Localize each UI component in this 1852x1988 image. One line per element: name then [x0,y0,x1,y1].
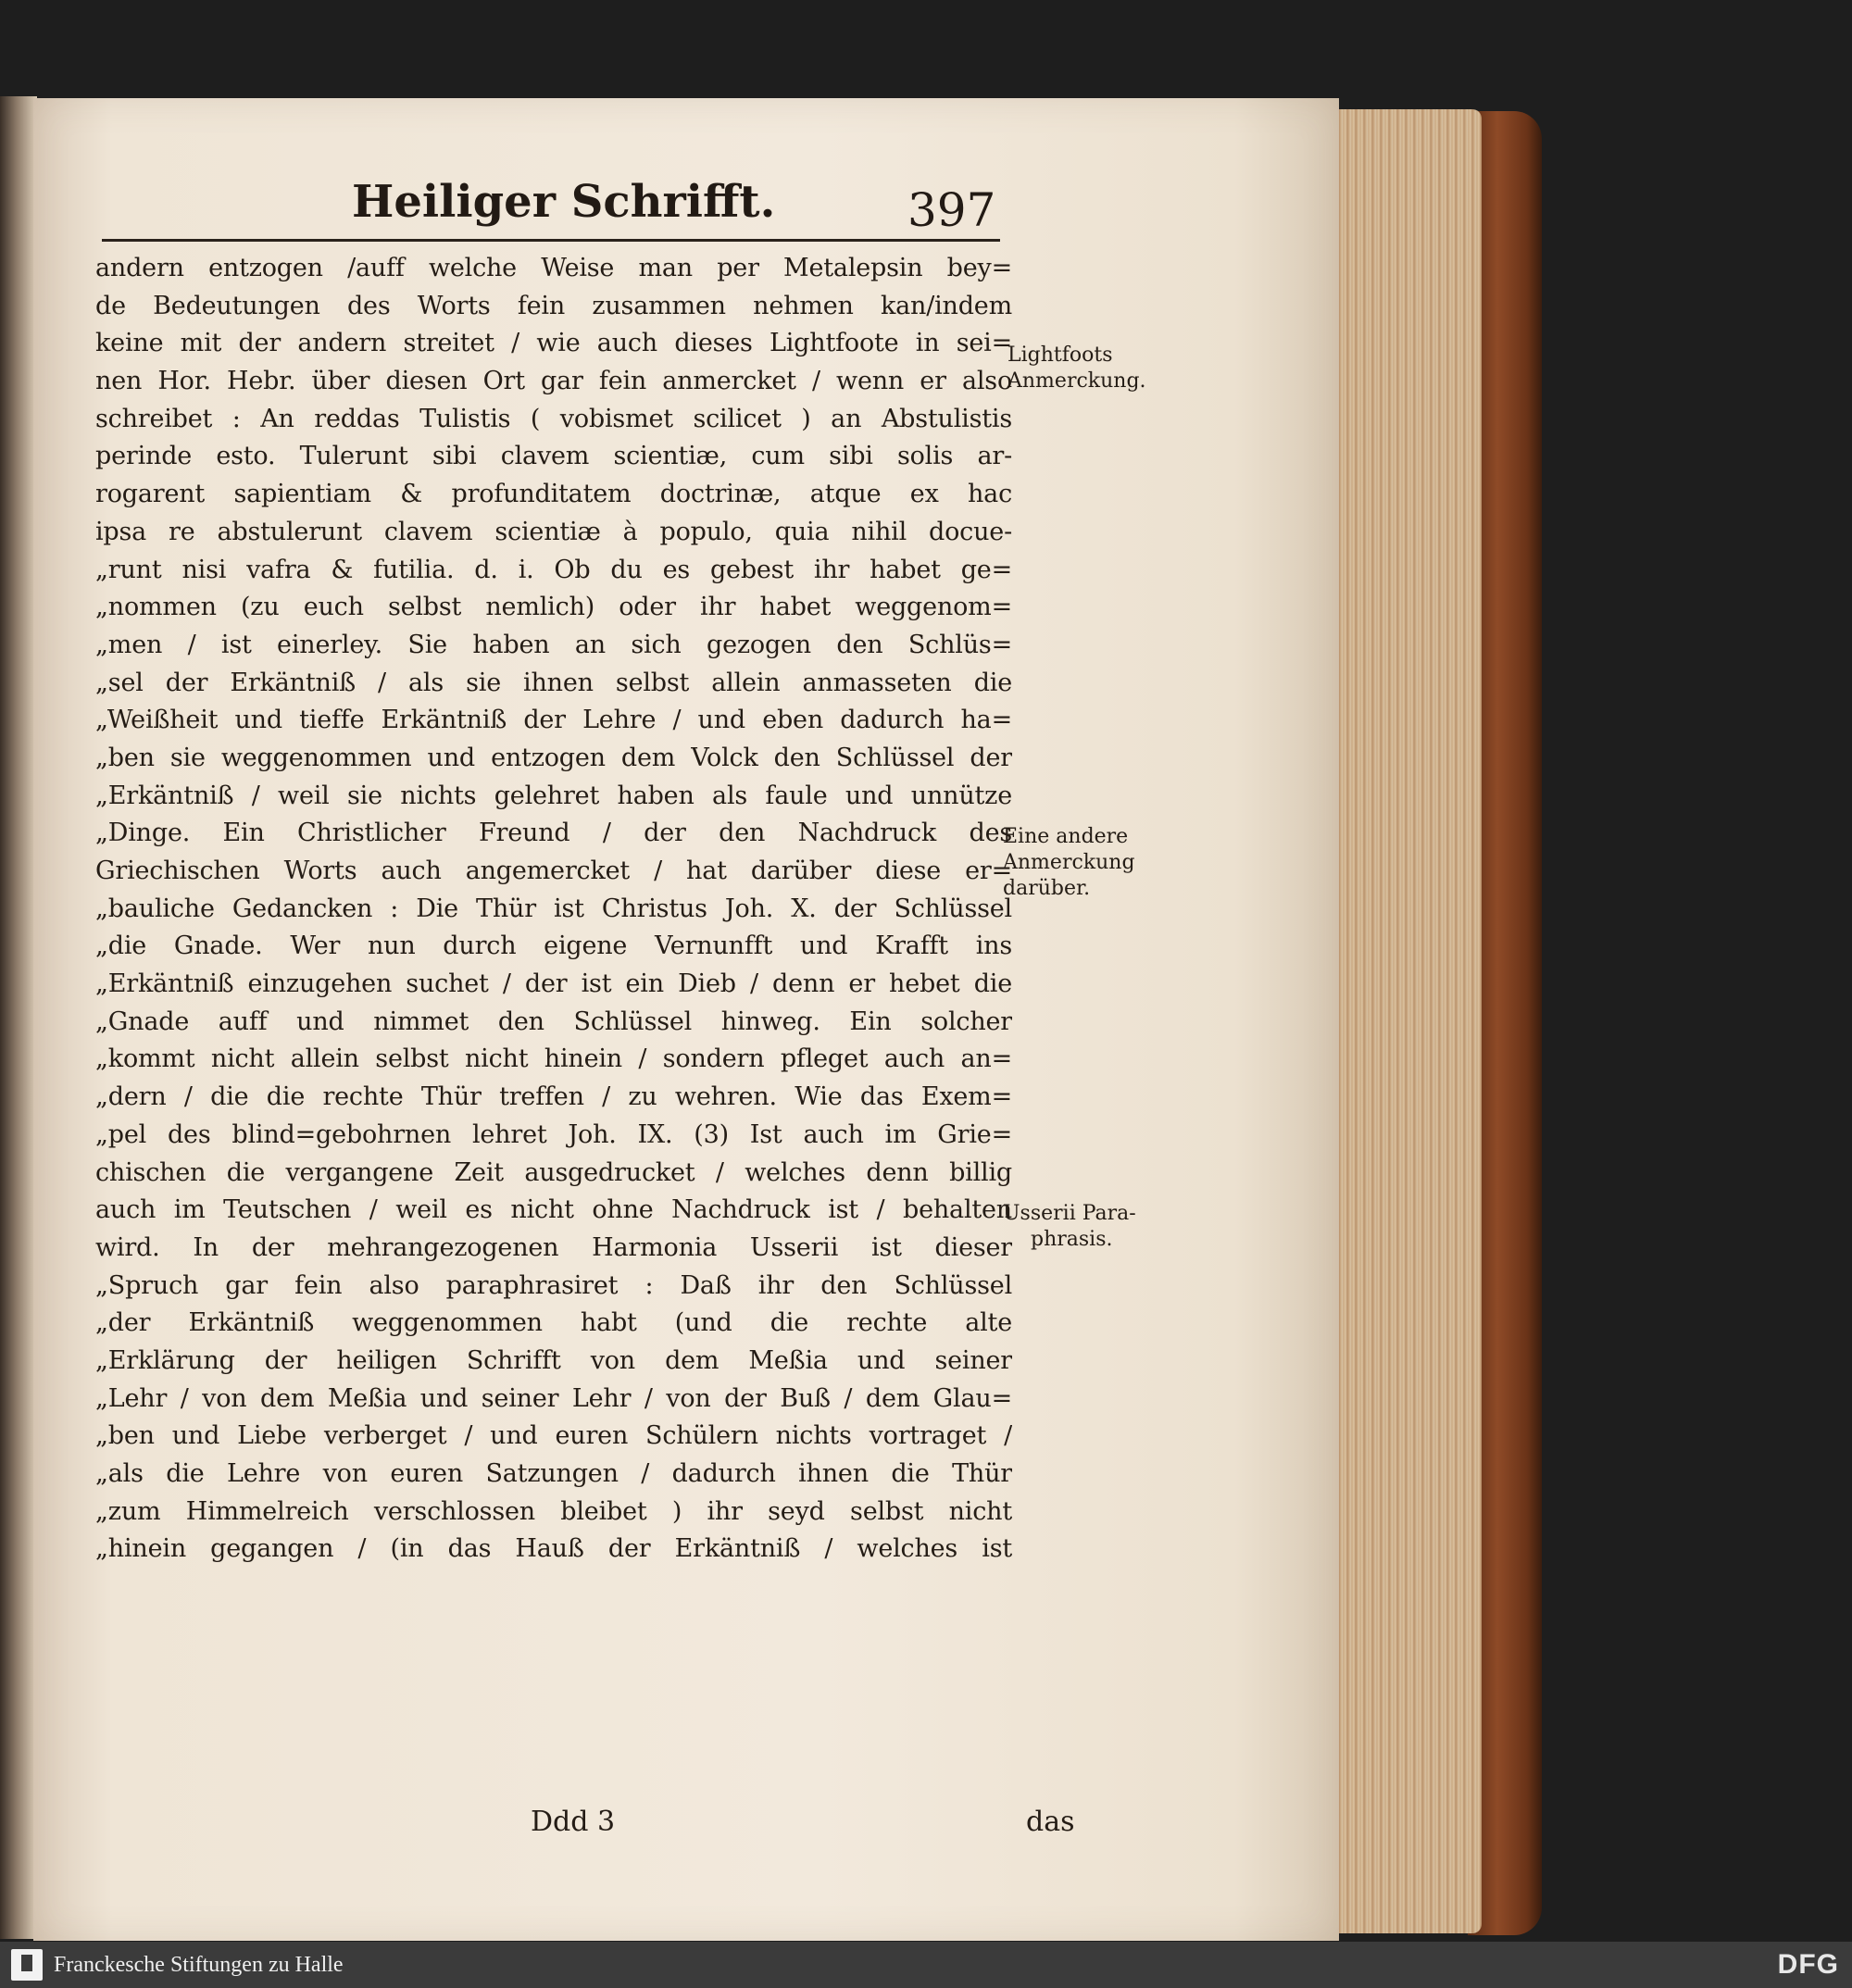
text-line: schreibet : An reddas Tulistis ( vobismet scilicet ) an Abstulistis [95,404,1012,433]
institution-name[interactable]: Franckesche Stiftungen zu Halle [54,1953,344,1977]
franckesche-stiftungen-logo-icon[interactable] [11,1949,43,1981]
text-line: chischen die vergangene Zeit ausgedrucket / welches denn billig [95,1157,1012,1187]
text-line: „bauliche Gedancken : Die Thür ist Christus Joh. X. der Schlüssel [95,894,1012,923]
margin-note-line: Usserii Para- [1003,1202,1136,1225]
text-line: „Erkäntniß einzugehen suchet / der ist ein Dieb / denn er hebet die [95,969,1012,999]
text-line: „Weißheit und tieffe Erkäntniß der Lehre / und eben dadurch ha= [95,706,1012,735]
text-line: de Bedeutungen des Worts fein zusammen nehmen kan/indem [95,291,1012,320]
text-line: wird. In der mehrangezogenen Harmonia Usserii ist dieser [95,1232,1012,1262]
text-line: „men / ist einerley. Sie haben an sich gezogen den Schlüs= [95,630,1012,659]
text-line: „zum Himmelreich verschlossen bleibet ) ihr seyd selbst nicht [95,1496,1012,1526]
page-block-edge [1333,109,1482,1933]
text-line: ipsa re abstulerunt clavem scientiæ à populo, quia nihil docue- [95,517,1012,546]
margin-note-line: Lightfoots [1007,344,1113,367]
text-line: „Erklärung der heiligen Schrifft von dem Meßia und seiner [95,1345,1012,1375]
text-line: „runt nisi vafra & futilia. d. i. Ob du es gebest ihr habet ge= [95,555,1012,584]
text-line: auch im Teutschen / weil es nicht ohne Nachdruck ist / behalten [95,1195,1012,1225]
text-line: „nommen (zu euch selbst nemlich) oder ihr habet weggenom= [95,593,1012,622]
text-line: „ben und Liebe verberget / und euren Schülern nichts vortraget / [95,1421,1012,1451]
margin-note-usserii [1003,1201,1170,1253]
margin-note-andere [1003,824,1170,902]
margin-note-line: phrasis. [1031,1228,1113,1251]
text-line: rogarent sapientiam & profunditatem doctrinæ, atque ex hac [95,480,1012,509]
text-line: „als die Lehre von euren Satzungen / dadurch ihnen die Thür [95,1459,1012,1488]
page-number: 397 [907,183,996,237]
catchword: das [1026,1806,1075,1838]
dfg-logo[interactable]: DFG [1777,1949,1839,1980]
text-line: „kommt nicht allein selbst nicht hinein / sondern pfleget auch an= [95,1044,1012,1074]
text-line: nen Hor. Hebr. über diesen Ort gar fein anmercket / wenn er also [95,367,1012,396]
margin-note-line: darüber. [1003,877,1091,900]
left-page-edge [0,96,37,1939]
text-line: keine mit der andern streitet / wie auch dieses Lightfoote in sei= [95,329,1012,358]
running-head: Heiliger Schrifft. [352,176,776,228]
text-line: „pel des blind=gebohrnen lehret Joh. IX. (3) Ist auch im Grie= [95,1119,1012,1149]
text-line: „Erkäntniß / weil sie nichts gelehret haben als faule und unnütze [95,781,1012,810]
text-line: „ben sie weggenommen und entzogen dem Volck den Schlüssel der [95,743,1012,772]
text-line: andern entzogen /auff welche Weise man per Metalepsin bey= [95,254,1012,282]
text-line: „Spruch gar fein also paraphrasiret : Daß ihr den Schlüssel [95,1270,1012,1300]
text-line: „sel der Erkäntniß / als sie ihnen selbst allein anmasseten die [95,668,1012,697]
text-line: perinde esto. Tulerunt sibi clavem scientiæ, cum sibi solis ar- [95,442,1012,471]
signature-mark: Ddd 3 [531,1806,616,1838]
margin-note-line: Eine andere [1003,825,1129,848]
text-line: „der Erkäntniß weggenommen habt (und die rechte alte [95,1308,1012,1338]
margin-note-lightfoot [1007,343,1174,394]
text-line: „hinein gegangen / (in das Hauß der Erkäntniß / welches ist [95,1534,1012,1564]
margin-note-line: Anmerckung. [1007,369,1146,393]
text-line: „Gnade auff und nimmet den Schlüssel hinweg. Ein solcher [95,1007,1012,1036]
text-line: „Dinge. Ein Christlicher Freund / der den Nachdruck des [95,819,1012,848]
text-line: Griechischen Worts auch angemercket / hat darüber diese er= [95,856,1012,885]
text-line: „die Gnade. Wer nun durch eigene Vernunfft und Krafft ins [95,931,1012,961]
text-line: „Lehr / von dem Meßia und seiner Lehr / von der Buß / dem Glau= [95,1383,1012,1413]
viewer-footer [0,1942,1852,1988]
margin-note-line: Anmerckung [1003,851,1135,874]
header-rule [102,239,1000,242]
text-line: „dern / die die rechte Thür treffen / zu wehren. Wie das Exem= [95,1082,1012,1112]
